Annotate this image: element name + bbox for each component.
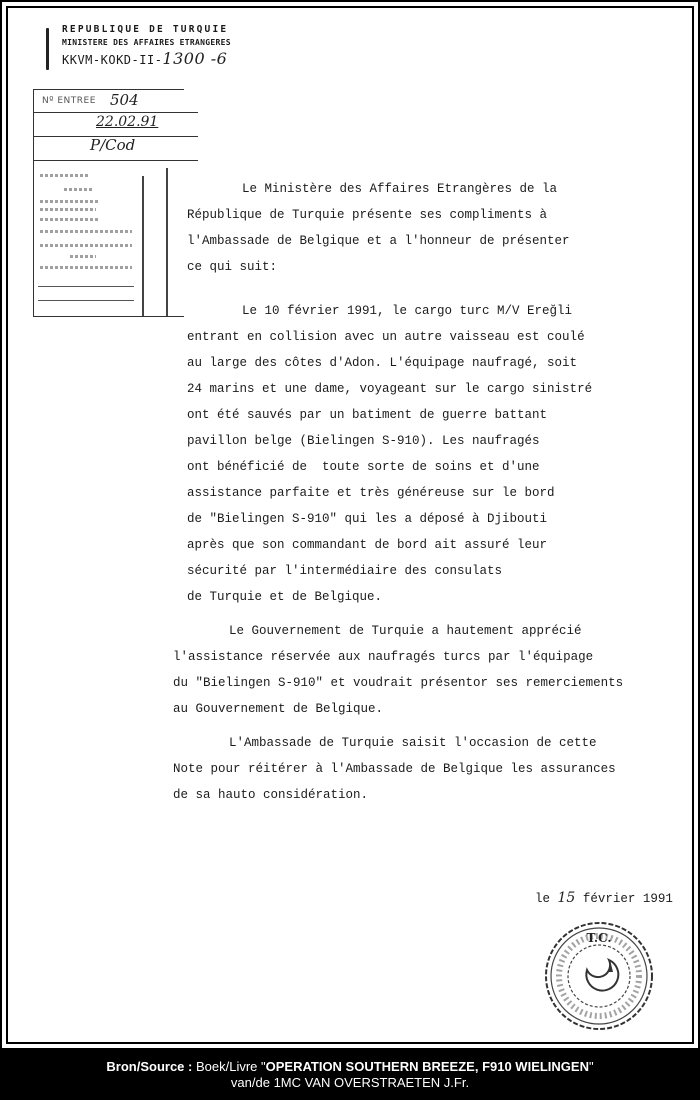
author-line: van/de 1MC VAN OVERSTRAETEN J.Fr.: [230, 1075, 470, 1090]
book-label: Boek/Livre ": [192, 1059, 266, 1074]
letter-line: l'Ambassade de Belgique et a l'honneur de présenter: [187, 234, 570, 248]
date-rest: février 1991: [575, 892, 673, 906]
faded-text: [40, 230, 132, 233]
registry-label: Nº ENTREE: [42, 96, 96, 106]
letter-line: l'assistance réservée aux naufragés turcs par l'équipage: [173, 650, 594, 664]
faded-text: [40, 208, 96, 211]
faded-text: [64, 188, 94, 191]
book-quote-close: ": [588, 1059, 594, 1074]
seal-center-text: T.C.: [586, 931, 612, 945]
letter-line: au Gouvernement de Belgique.: [173, 702, 384, 716]
caption-line-1: [0, 1059, 700, 1074]
date-prefix: le: [535, 892, 558, 906]
faded-text: [40, 200, 100, 203]
embassy-seal: [543, 920, 655, 1032]
letter-body: [173, 176, 667, 808]
registry-initials: P/Cod: [90, 136, 136, 154]
stamp-column-line: [142, 176, 144, 316]
letter-line: ce qui suit:: [187, 260, 278, 274]
letter-line: de Turquie et de Belgique.: [187, 590, 383, 604]
source-caption: [0, 1050, 700, 1100]
registry-number: 504: [110, 91, 139, 109]
faded-text: [40, 218, 98, 221]
letter-line: de sa hauto considération.: [173, 788, 369, 802]
faded-text: [40, 174, 90, 177]
stamp-rule: [34, 160, 198, 161]
letter-line: entrant en collision avec un autre vaisseau est coulé: [187, 330, 585, 344]
reference-prefix: KKVM-KOKD-II-: [62, 53, 163, 67]
letter-line: Note pour réitérer à l'Ambassade de Belgique les assurances: [173, 762, 616, 776]
letter-line: après que son commandant de bord ait assuré leur: [187, 538, 548, 552]
stamp-column-line: [166, 168, 168, 316]
letter-line: 24 marins et une dame, voyageant sur le cargo sinistré: [187, 382, 593, 396]
stamp-rule: [38, 286, 134, 287]
letter-line: au large des côtes d'Adon. L'équipage naufragé, soit: [187, 356, 578, 370]
letter-line: Le Gouvernement de Turquie a hautement apprécié: [229, 624, 582, 638]
letter-line: L'Ambassade de Turquie saisit l'occasion de cette: [229, 736, 597, 750]
letter-line: Le 10 février 1991, le cargo turc M/V Ereğli: [242, 304, 573, 318]
book-title: OPERATION SOUTHERN BREEZE, F910 WIELINGEN: [265, 1059, 589, 1074]
letter-line: ont bénéficié de toute sorte de soins et d'une: [187, 460, 540, 474]
stamp-rule: [38, 300, 134, 301]
date-handwritten-day: 15: [557, 890, 576, 906]
seal-inner-ring: [568, 945, 630, 1007]
crescent-icon: [586, 960, 618, 991]
faded-text: [40, 266, 132, 269]
letter-line: Le Ministère des Affaires Etrangères de la: [242, 182, 558, 196]
registry-date: 22.02.91: [96, 114, 159, 130]
letterhead-ministry: MINISTERE DES AFFAIRES ETRANGERES: [62, 38, 231, 47]
letter-line: ont été sauvés par un batiment de guerre battant: [187, 408, 548, 422]
faded-text: [70, 255, 96, 258]
letter-line: sécurité par l'intermédiaire des consulats: [187, 564, 503, 578]
letter-line: de "Bielingen S-910" qui les a déposé à Djibouti: [187, 512, 548, 526]
margin-mark: [46, 28, 49, 70]
letterhead-country: REPUBLIQUE DE TURQUIE: [62, 24, 229, 35]
letter-line: République de Turquie présente ses compliments à: [187, 208, 548, 222]
reference-number: [62, 49, 231, 68]
letter-line: du "Bielingen S-910" et voudrait présentor ses remerciements: [173, 676, 624, 690]
letter-line: assistance parfaite et très généreuse sur le bord: [187, 486, 555, 500]
reference-handwritten: 1300 -6: [162, 49, 228, 68]
stamp-rule: [34, 112, 198, 113]
letter-line: pavillon belge (Bielingen S-910). Les naufragés: [187, 434, 540, 448]
source-label: Bron/Source :: [106, 1059, 193, 1074]
registry-stamp: [33, 89, 184, 317]
faded-text: [40, 244, 132, 247]
letterhead: [62, 24, 231, 68]
seal-lettering: [559, 936, 639, 1016]
letter-date: [535, 890, 673, 906]
